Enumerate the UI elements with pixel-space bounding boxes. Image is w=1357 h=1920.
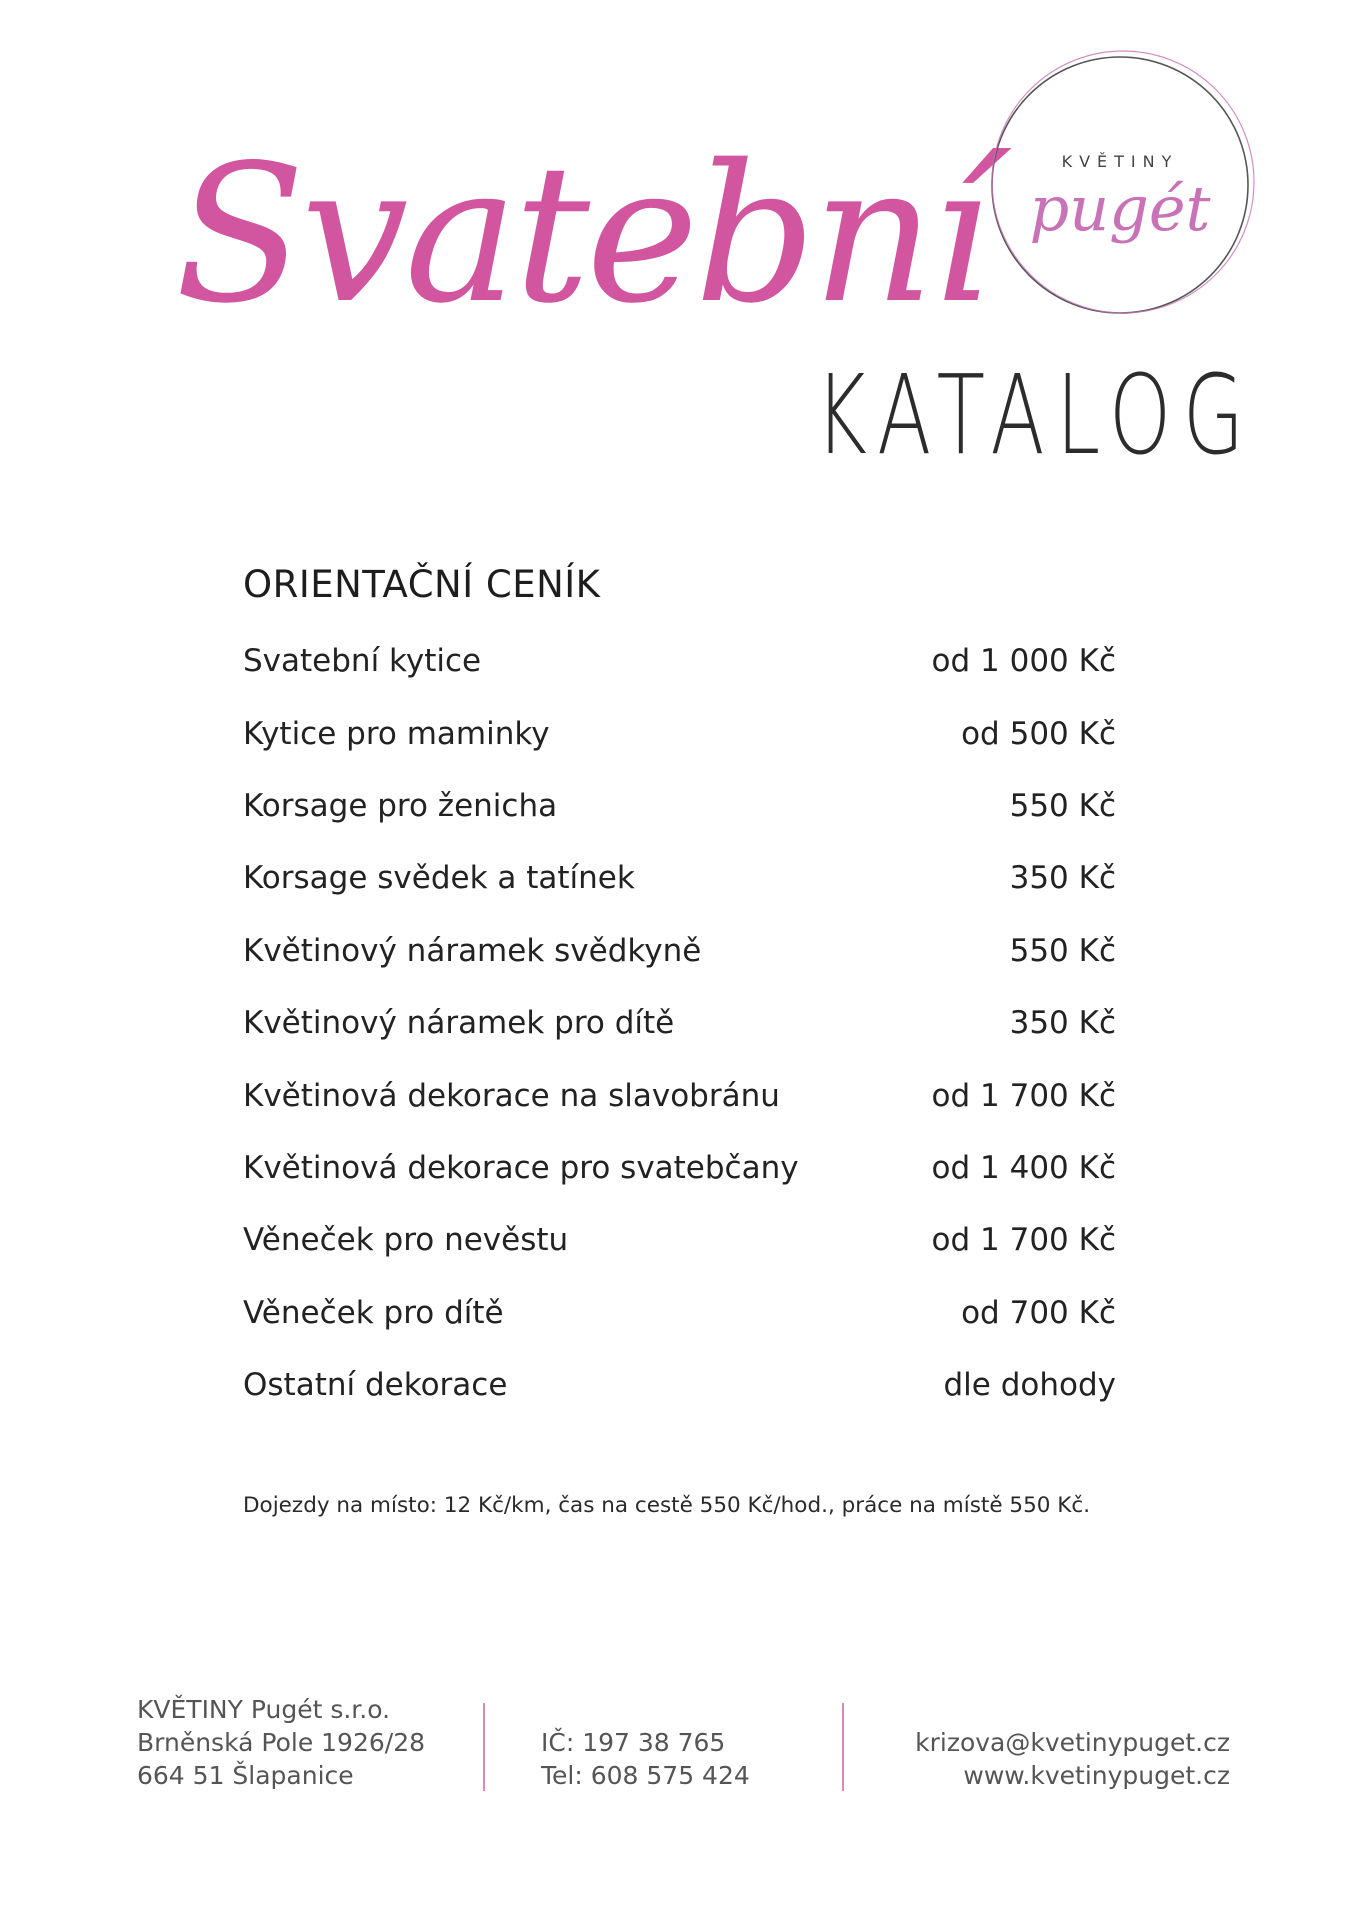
company-id: IČ: 197 38 765 <box>541 1728 726 1757</box>
phone: Tel: 608 575 424 <box>541 1761 750 1790</box>
item-name: Květinový náramek svědkyně <box>243 932 702 969</box>
item-name: Kytice pro maminky <box>243 715 550 752</box>
footer-divider <box>483 1703 485 1791</box>
footer-ids <box>541 1726 750 1792</box>
item-price: 350 Kč <box>1009 860 1116 897</box>
item-price: 550 Kč <box>1009 932 1116 969</box>
item-price: od 500 Kč <box>961 715 1116 752</box>
email-link[interactable]: krizova@kvetinypuget.cz <box>915 1728 1230 1757</box>
logo-big-text: pugét <box>1029 172 1211 245</box>
title-script: Svatební <box>175 124 988 345</box>
price-list-rows <box>243 625 1116 1421</box>
price-row <box>243 1349 1116 1421</box>
website-link[interactable]: www.kvetinypuget.cz <box>963 1761 1230 1790</box>
item-price: od 1 700 Kč <box>931 1077 1116 1114</box>
item-price: od 1 700 Kč <box>931 1222 1116 1259</box>
item-price: 550 Kč <box>1009 787 1116 824</box>
travel-note: Dojezdy na místo: 12 Kč/km, čas na cestě 550 Kč/hod., práce na místě 550 Kč. <box>243 1493 1091 1518</box>
price-row <box>243 987 1116 1059</box>
price-row <box>243 842 1116 914</box>
footer-divider <box>842 1703 844 1791</box>
company-name: KVĚTINY Pugét s.r.o. <box>137 1695 391 1724</box>
item-name: Květinová dekorace na slavobránu <box>243 1077 780 1114</box>
logo-small-text: KVĚTINY <box>1061 152 1179 171</box>
item-name: Korsage pro ženicha <box>243 787 558 824</box>
item-price: od 700 Kč <box>961 1294 1116 1331</box>
street-address: Brněnská Pole 1926/28 <box>137 1728 426 1757</box>
item-price: od 1 400 Kč <box>931 1149 1116 1186</box>
item-name: Ostatní dekorace <box>243 1367 508 1404</box>
city-address: 664 51 Šlapanice <box>137 1761 354 1790</box>
price-list-heading: ORIENTAČNÍ CENÍK <box>243 563 601 606</box>
logo <box>985 50 1255 320</box>
item-name: Svatební kytice <box>243 643 482 680</box>
price-row <box>243 915 1116 987</box>
item-name: Korsage svědek a tatínek <box>243 860 635 897</box>
price-row <box>243 1132 1116 1204</box>
item-name: Věneček pro nevěstu <box>243 1222 569 1259</box>
footer-contacts <box>915 1726 1230 1792</box>
price-list <box>243 565 1116 1421</box>
price-row <box>243 1277 1116 1349</box>
item-name: Věneček pro dítě <box>243 1294 504 1331</box>
price-row <box>243 1059 1116 1131</box>
footer <box>0 1693 1357 1793</box>
item-price: 350 Kč <box>1009 1005 1116 1042</box>
footer-address <box>137 1693 425 1792</box>
item-name: Květinová dekorace pro svatebčany <box>243 1149 799 1186</box>
item-name: Květinový náramek pro dítě <box>243 1005 675 1042</box>
item-price: dle dohody <box>943 1367 1116 1404</box>
price-row <box>243 625 1116 697</box>
item-price: od 1 000 Kč <box>931 643 1116 680</box>
price-row <box>243 770 1116 842</box>
title-katalog: KATALOG <box>815 351 1256 479</box>
price-row <box>243 697 1116 769</box>
price-row <box>243 1204 1116 1276</box>
